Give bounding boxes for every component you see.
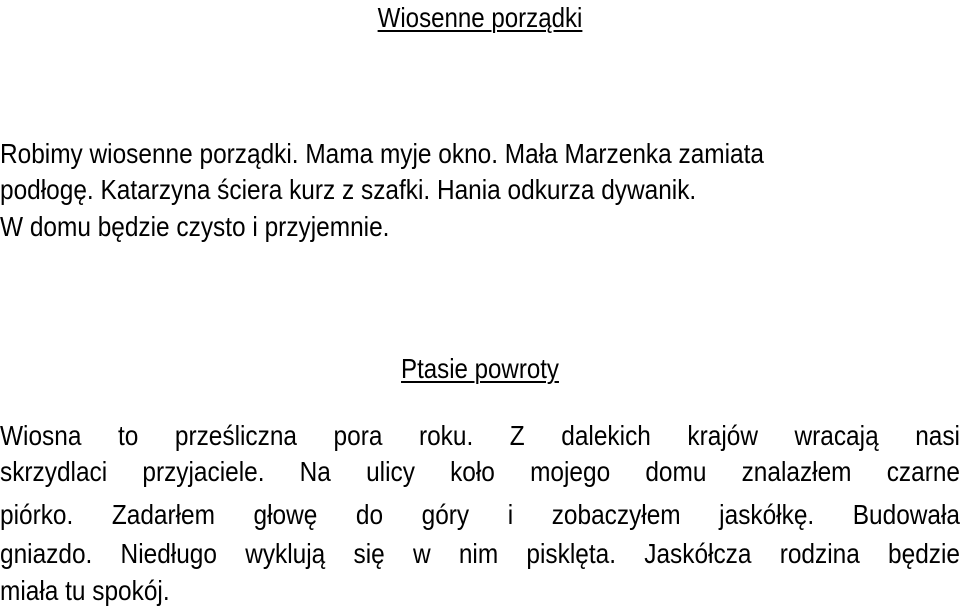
paragraph-line: Wiosna to prześliczna pora roku. Z dalekich krajów wracają nasi: [0, 420, 960, 451]
paragraph-line: Robimy wiosenne porządki. Mama myje okno. Mała Marzenka zamiata: [0, 138, 764, 169]
section-title-wiosenne-porzadki: Wiosenne porządki: [377, 2, 583, 33]
paragraph-line: W domu będzie czysto i przyjemnie.: [0, 211, 390, 242]
section-title-ptasie-powroty: Ptasie powroty: [401, 353, 559, 384]
paragraph-line: podłogę. Katarzyna ściera kurz z szafki. Hania odkurza dywanik.: [0, 174, 697, 205]
paragraph-line: piórko. Zadarłem głowę do góry i zobaczyłem jaskółkę. Budowała: [0, 499, 960, 530]
paragraph-line: gniazdo. Niedługo wyklują się w nim pisklęta. Jaskółcza rodzina będzie: [0, 538, 960, 569]
paragraph-line: skrzydlaci przyjaciele. Na ulicy koło mojego domu znalazłem czarne: [0, 456, 960, 487]
paragraph-line: miała tu spokój.: [0, 575, 170, 606]
